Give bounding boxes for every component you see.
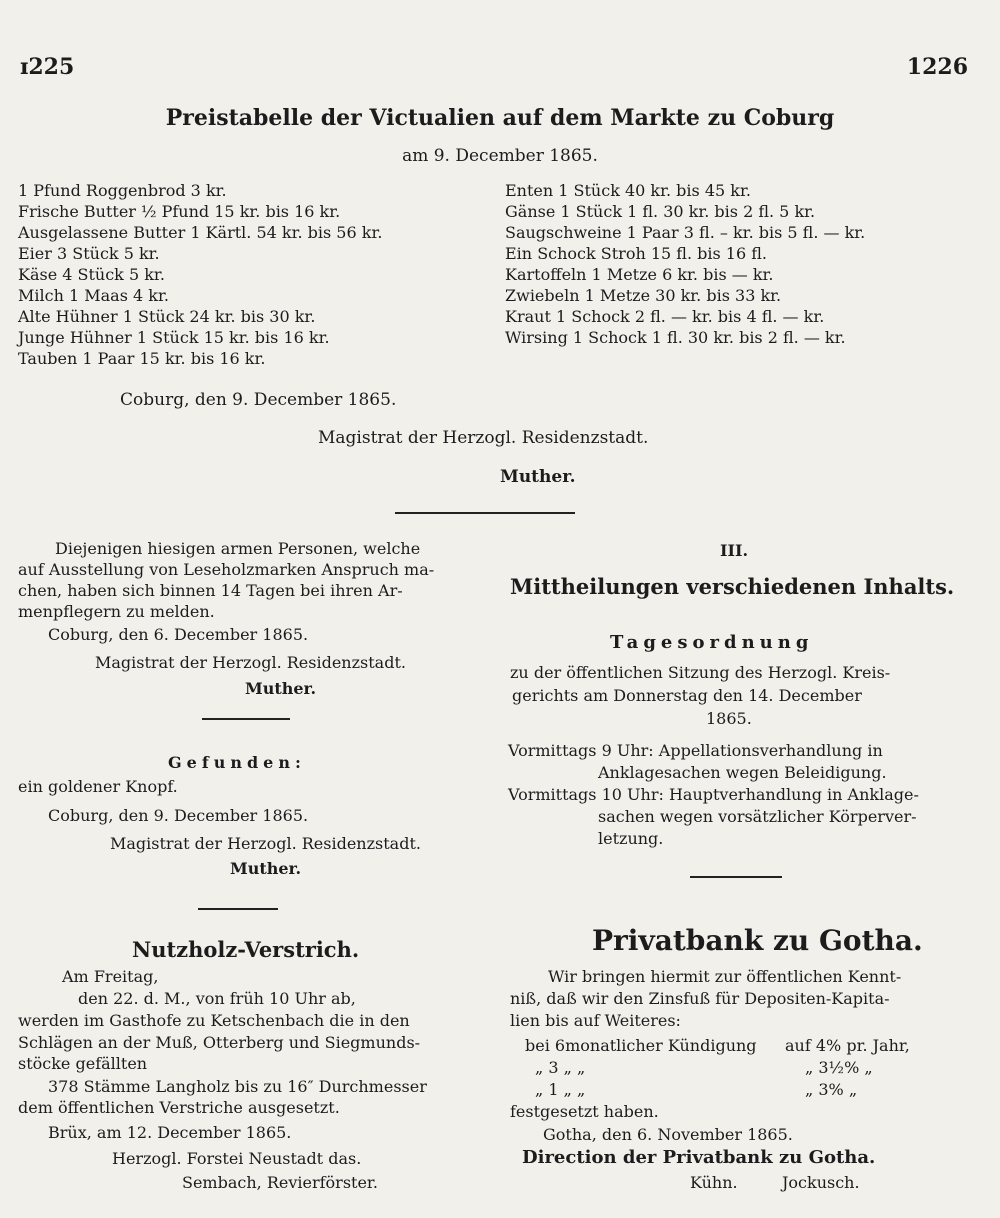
price-table-place-date: Coburg, den 9. December 1865. (120, 390, 397, 410)
agenda-heading: Tagesordnung (610, 632, 814, 653)
bank-intro-line: niß, daß wir den Zinsfuß für Depositen-Kapita- (510, 989, 890, 1008)
price-table-signature: Muther. (500, 467, 576, 487)
rate-months: bei 6monatlicher Kündigung (525, 1036, 757, 1055)
price-item: Frische Butter ½ Pfund 15 kr. bis 16 kr. (18, 202, 341, 221)
timber-line: werden im Gasthofe zu Ketschenbach die in den (18, 1011, 410, 1030)
poor-notice-line: auf Ausstellung von Leseholzmarken Anspruch ma- (18, 560, 435, 579)
timber-line: Schlägen an der Muß, Otterberg und Siegmunds- (18, 1033, 421, 1052)
bank-authority: Direction der Privatbank zu Gotha. (522, 1147, 876, 1168)
price-item: Junge Hühner 1 Stück 15 kr. bis 16 kr. (18, 328, 330, 347)
divider (690, 876, 782, 878)
page-number-left: ɪ225 (20, 54, 75, 80)
rate-value: auf 4% pr. Jahr, (785, 1036, 910, 1055)
bank-signature: Jockusch. (782, 1173, 860, 1192)
agenda-item-line: sachen wegen vorsätzlicher Körperver- (598, 807, 917, 826)
section-heading: Mittheilungen verschiedenen Inhalts. (510, 574, 955, 599)
agenda-intro-line: zu der öffentlichen Sitzung des Herzogl. Kreis- (510, 663, 891, 682)
price-item: Ausgelassene Butter 1 Kärtl. 54 kr. bis 56 kr. (18, 223, 383, 242)
rate-months: „ 1 „ „ (535, 1080, 586, 1099)
timber-place-date: Brüx, am 12. December 1865. (48, 1123, 292, 1142)
divider (395, 512, 575, 514)
price-item: Tauben 1 Paar 15 kr. bis 16 kr. (18, 349, 266, 368)
timber-line: den 22. d. M., von früh 10 Uhr ab, (78, 989, 356, 1008)
agenda-item-line: letzung. (598, 829, 664, 848)
divider (198, 908, 278, 910)
timber-authority: Herzogl. Forstei Neustadt das. (112, 1149, 362, 1168)
rate-months: „ 3 „ „ (535, 1058, 586, 1077)
timber-line: dem öffentlichen Verstriche ausgesetzt. (18, 1098, 340, 1117)
price-item: Zwiebeln 1 Metze 30 kr. bis 33 kr. (505, 286, 782, 305)
found-place-date: Coburg, den 9. December 1865. (48, 806, 309, 825)
timber-line: stöcke gefällten (18, 1054, 148, 1073)
price-item: 1 Pfund Roggenbrod 3 kr. (18, 181, 227, 200)
bank-intro-line: lien bis auf Weiteres: (510, 1011, 681, 1030)
poor-notice-signature: Muther. (245, 679, 317, 698)
timber-signature: Sembach, Revierförster. (182, 1173, 378, 1192)
price-item: Kraut 1 Schock 2 fl. — kr. bis 4 fl. — kr. (505, 307, 825, 326)
timber-line: 378 Stämme Langholz bis zu 16″ Durchmesser (48, 1077, 427, 1096)
price-item: Gänse 1 Stück 1 fl. 30 kr. bis 2 fl. 5 kr. (505, 202, 816, 221)
poor-notice-line: chen, haben sich binnen 14 Tagen bei ihren Ar- (18, 581, 403, 600)
price-item: Wirsing 1 Schock 1 fl. 30 kr. bis 2 fl. — kr. (505, 328, 846, 347)
agenda-item-line: Anklagesachen wegen Beleidigung. (598, 763, 887, 782)
timber-line: Am Freitag, (62, 967, 159, 986)
agenda-intro-line: 1865. (706, 709, 752, 728)
price-item: Eier 3 Stück 5 kr. (18, 244, 160, 263)
timber-heading: Nutzholz-Verstrich. (132, 937, 360, 962)
price-item: Enten 1 Stück 40 kr. bis 45 kr. (505, 181, 751, 200)
price-item: Alte Hühner 1 Stück 24 kr. bis 30 kr. (18, 307, 316, 326)
page-number-right: 1226 (906, 54, 968, 80)
poor-notice-place-date: Coburg, den 6. December 1865. (48, 625, 309, 644)
found-heading: Gefunden: (168, 753, 306, 772)
bank-signature: Kühn. (690, 1173, 738, 1192)
found-signature: Muther. (230, 859, 302, 878)
agenda-intro-line: gerichts am Donnerstag den 14. December (512, 686, 862, 705)
poor-notice-line: Diejenigen hiesigen armen Personen, welche (55, 539, 421, 558)
rate-value: „ 3% „ (805, 1080, 858, 1099)
price-table-title: Preistabelle der Victualien auf dem Markte zu Coburg (165, 105, 835, 131)
found-item: ein goldener Knopf. (18, 777, 178, 796)
rate-value: „ 3½% „ (805, 1058, 873, 1077)
section-numeral: III. (720, 541, 749, 560)
poor-notice-line: menpflegern zu melden. (18, 602, 215, 621)
divider (202, 718, 290, 720)
agenda-item-line: Vormittags 10 Uhr: Hauptverhandlung in Anklage- (508, 785, 919, 804)
agenda-item-line: Vormittags 9 Uhr: Appellationsverhandlung in (508, 741, 883, 760)
bank-place-date: Gotha, den 6. November 1865. (543, 1125, 793, 1144)
price-table-authority: Magistrat der Herzogl. Residenzstadt. (318, 428, 649, 448)
price-table-date: am 9. December 1865. (402, 146, 598, 166)
price-item: Ein Schock Stroh 15 fl. bis 16 fl. (505, 244, 767, 263)
price-item: Milch 1 Maas 4 kr. (18, 286, 169, 305)
price-item: Käse 4 Stück 5 kr. (18, 265, 165, 284)
poor-notice-authority: Magistrat der Herzogl. Residenzstadt. (95, 653, 406, 672)
bank-intro-line: Wir bringen hiermit zur öffentlichen Kennt- (548, 967, 902, 986)
bank-heading: Privatbank zu Gotha. (592, 924, 923, 957)
price-item: Kartoffeln 1 Metze 6 kr. bis — kr. (505, 265, 774, 284)
bank-closing: festgesetzt haben. (510, 1102, 659, 1121)
price-item: Saugschweine 1 Paar 3 fl. – kr. bis 5 fl. — kr. (505, 223, 866, 242)
found-authority: Magistrat der Herzogl. Residenzstadt. (110, 834, 421, 853)
